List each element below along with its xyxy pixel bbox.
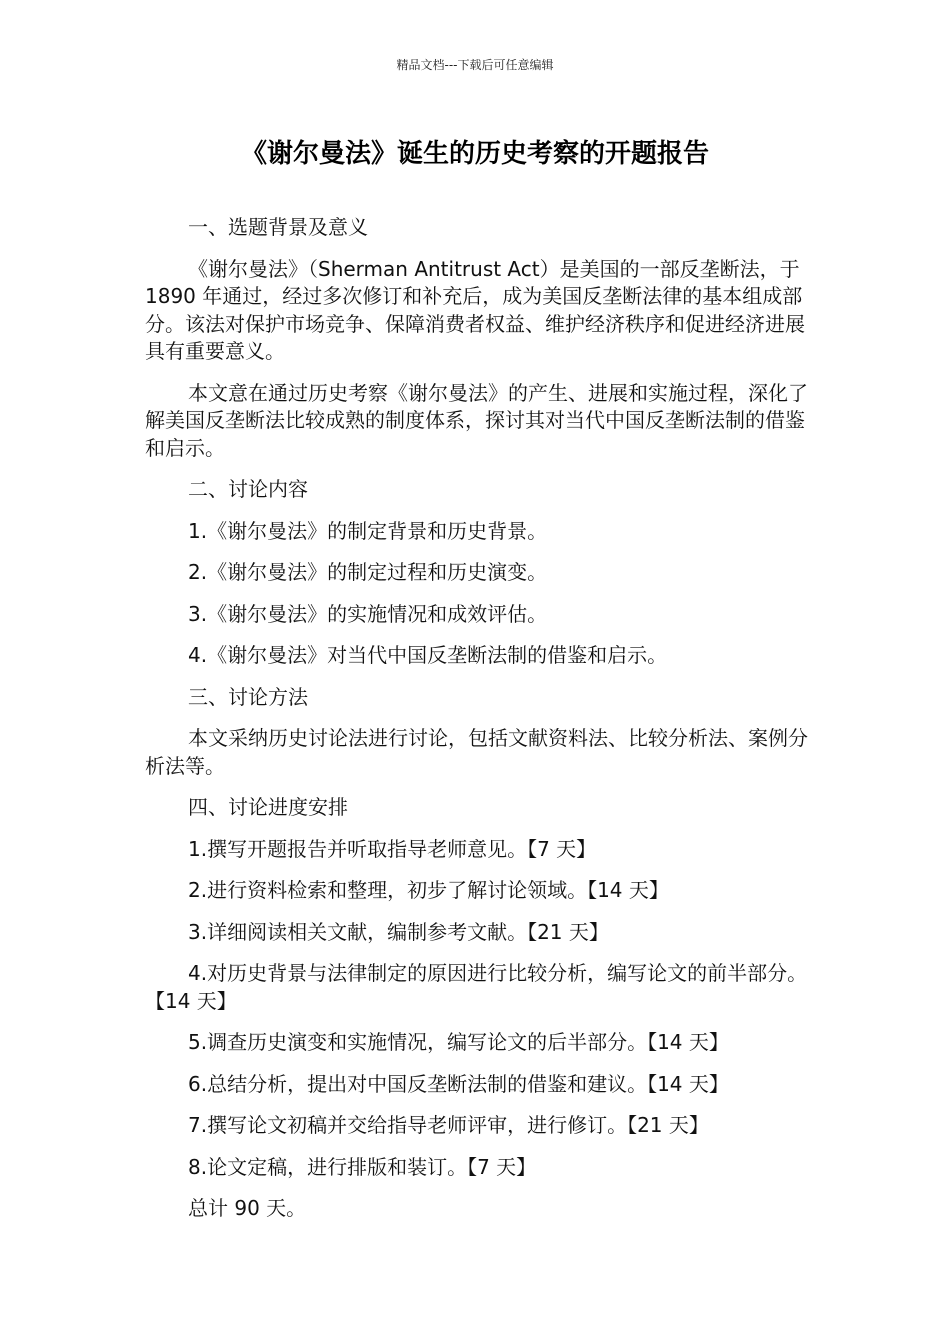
schedule-total: 总计 90 天。: [188, 1196, 307, 1220]
document-title: 《谢尔曼法》诞生的历史考察的开题报告: [240, 139, 709, 169]
page-header-watermark: 精品文档---下载后可任意编辑: [396, 58, 554, 72]
section-heading-background: 一、选题背景及意义: [188, 215, 368, 239]
schedule-item: 5.调查历史演变和实施情况，编写论文的后半部分。【14 天】: [188, 1030, 729, 1054]
schedule-item: 2.进行资料检索和整理，初步了解讨论领域。【14 天】: [188, 878, 669, 902]
schedule-item: 8.论文定稿，进行排版和装订。【7 天】: [188, 1154, 537, 1179]
content-item: 1.《谢尔曼法》的制定背景和历史背景。: [188, 518, 548, 543]
content-item: 3.《谢尔曼法》的实施情况和成效评估。: [188, 601, 548, 626]
content-item: 4.《谢尔曼法》对当代中国反垄断法制的借鉴和启示。: [188, 643, 668, 667]
schedule-item: 4.对历史背景与法律制定的原因进行比较分析，编写论文的前半部分。【14 天】: [145, 961, 808, 1013]
content-item: 2.《谢尔曼法》的制定过程和历史演变。: [188, 560, 548, 584]
paragraph-background-1: 《谢尔曼法》（Sherman Antitrust Act）是美国的一部反垄断法，于 1890 年通过，经过多次修订和补充后，成为美国反垄断法律的基本组成部分。该法对保护市场竞争、保障消费者权益、维护经济秩序和促进经济进展具有重要意义。: [145, 256, 805, 363]
section-heading-schedule: 四、讨论进度安排: [188, 795, 348, 819]
schedule-item: 6.总结分析，提出对中国反垄断法制的借鉴和建议。【14 天】: [188, 1071, 729, 1096]
paragraph-background-2: 本文意在通过历史考察《谢尔曼法》的产生、进展和实施过程，深化了解美国反垄断法比较成熟的制度体系，探讨其对当代中国反垄断法制的借鉴和启示。: [145, 380, 808, 460]
schedule-item: 1.撰写开题报告并听取指导老师意见。【7 天】: [188, 836, 597, 861]
schedule-item: 7.撰写论文初稿并交给指导老师评审，进行修订。【21 天】: [188, 1113, 709, 1137]
section-heading-content: 二、讨论内容: [188, 477, 308, 501]
schedule-item: 3.详细阅读相关文献，编制参考文献。【21 天】: [188, 919, 609, 944]
document-body: [145, 214, 810, 1237]
paragraph-method: 本文采纳历史讨论法进行讨论，包括文献资料法、比较分析法、案例分析法等。: [145, 726, 808, 778]
section-heading-method: 三、讨论方法: [188, 684, 308, 709]
